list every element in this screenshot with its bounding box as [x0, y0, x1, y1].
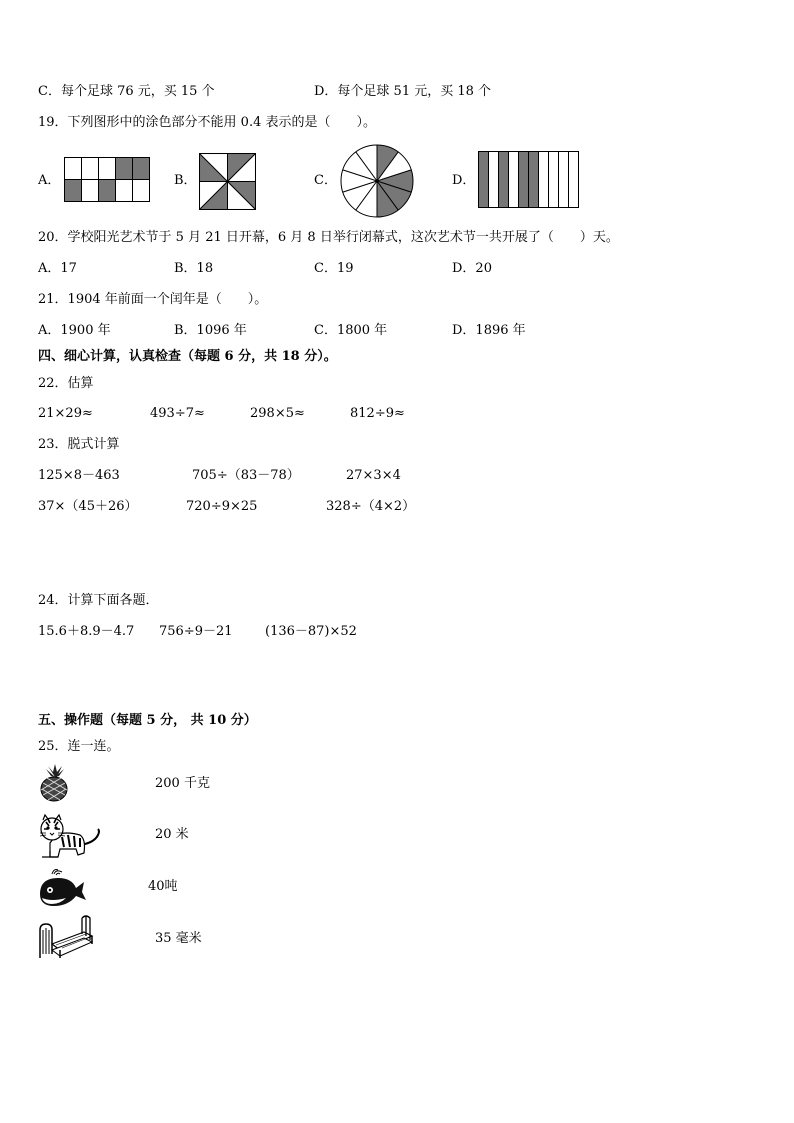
- section4-heading: 四、细心计算，认真检查（每题 6 分，共 18 分）。: [38, 349, 337, 364]
- q21-option-c: C．1800 年: [314, 323, 388, 338]
- q23-item: 125×8－463: [38, 468, 120, 483]
- q21-option-a: A．1900 年: [38, 323, 111, 338]
- q19-label-a: A．: [38, 173, 61, 188]
- q18-option-d: D．每个足球 51 元，买 18 个: [314, 84, 492, 99]
- pineapple-icon: [38, 764, 72, 802]
- q21-option-d: D．1896 年: [452, 323, 526, 338]
- q22-item: 298×5≈: [250, 406, 305, 421]
- q24-item: (136－87)×52: [265, 624, 357, 639]
- q23-stem: 23．脱式计算: [38, 437, 120, 452]
- q21-option-b: B．1096 年: [174, 323, 247, 338]
- q19-label-b: B．: [174, 173, 197, 188]
- q22-stem: 22．估算: [38, 376, 94, 391]
- q19-figure-c: [340, 144, 414, 218]
- q20-option-a: A．17: [38, 261, 77, 276]
- q20-option-b: B．18: [174, 261, 214, 276]
- whale-icon: [38, 866, 88, 910]
- q19-figure-b: [199, 153, 256, 210]
- q19-figure-a: [64, 157, 150, 203]
- q25-label: 20 米: [155, 827, 189, 842]
- q25-stem: 25．连一连。: [38, 739, 120, 754]
- q19-label-d: D．: [452, 173, 476, 188]
- q22-item: 812÷9≈: [350, 406, 405, 421]
- q18-option-c: C．每个足球 76 元，买 15 个: [38, 84, 215, 99]
- q19-stem: 19．下列图形中的涂色部分不能用 0.4 表示的是（ ）。: [38, 115, 376, 130]
- q22-item: 493÷7≈: [150, 406, 205, 421]
- q24-item: 15.6＋8.9－4.7: [38, 624, 135, 639]
- q25-label: 35 毫米: [155, 931, 202, 946]
- q25-label: 200 千克: [155, 776, 210, 791]
- q23-item: 37×（45＋26）: [38, 499, 138, 514]
- q23-item: 705÷（83－78）: [192, 468, 300, 483]
- section5-heading: 五、操作题（每题 5 分， 共 10 分）: [38, 713, 257, 728]
- q25-label: 40吨: [148, 879, 178, 894]
- q23-item: 328÷（4×2）: [326, 499, 416, 514]
- q23-item: 720÷9×25: [186, 499, 258, 514]
- q24-stem: 24．计算下面各题．: [38, 593, 159, 608]
- q24-item: 756÷9－21: [159, 624, 233, 639]
- tiger-icon: [38, 813, 102, 861]
- q20-option-c: C．19: [314, 261, 354, 276]
- bed-icon: [38, 914, 94, 960]
- q19-label-c: C．: [314, 173, 337, 188]
- q19-figure-d: [478, 151, 580, 208]
- q21-stem: 21．1904 年前面一个闰年是（ ）。: [38, 292, 268, 307]
- q23-item: 27×3×4: [346, 468, 401, 483]
- q22-item: 21×29≈: [38, 406, 93, 421]
- q20-stem: 20．学校阳光艺术节于 5 月 21 日开幕，6 月 8 日举行闭幕式，这次艺术节一共开展了（ ）天。: [38, 230, 619, 245]
- q20-option-d: D．20: [452, 261, 492, 276]
